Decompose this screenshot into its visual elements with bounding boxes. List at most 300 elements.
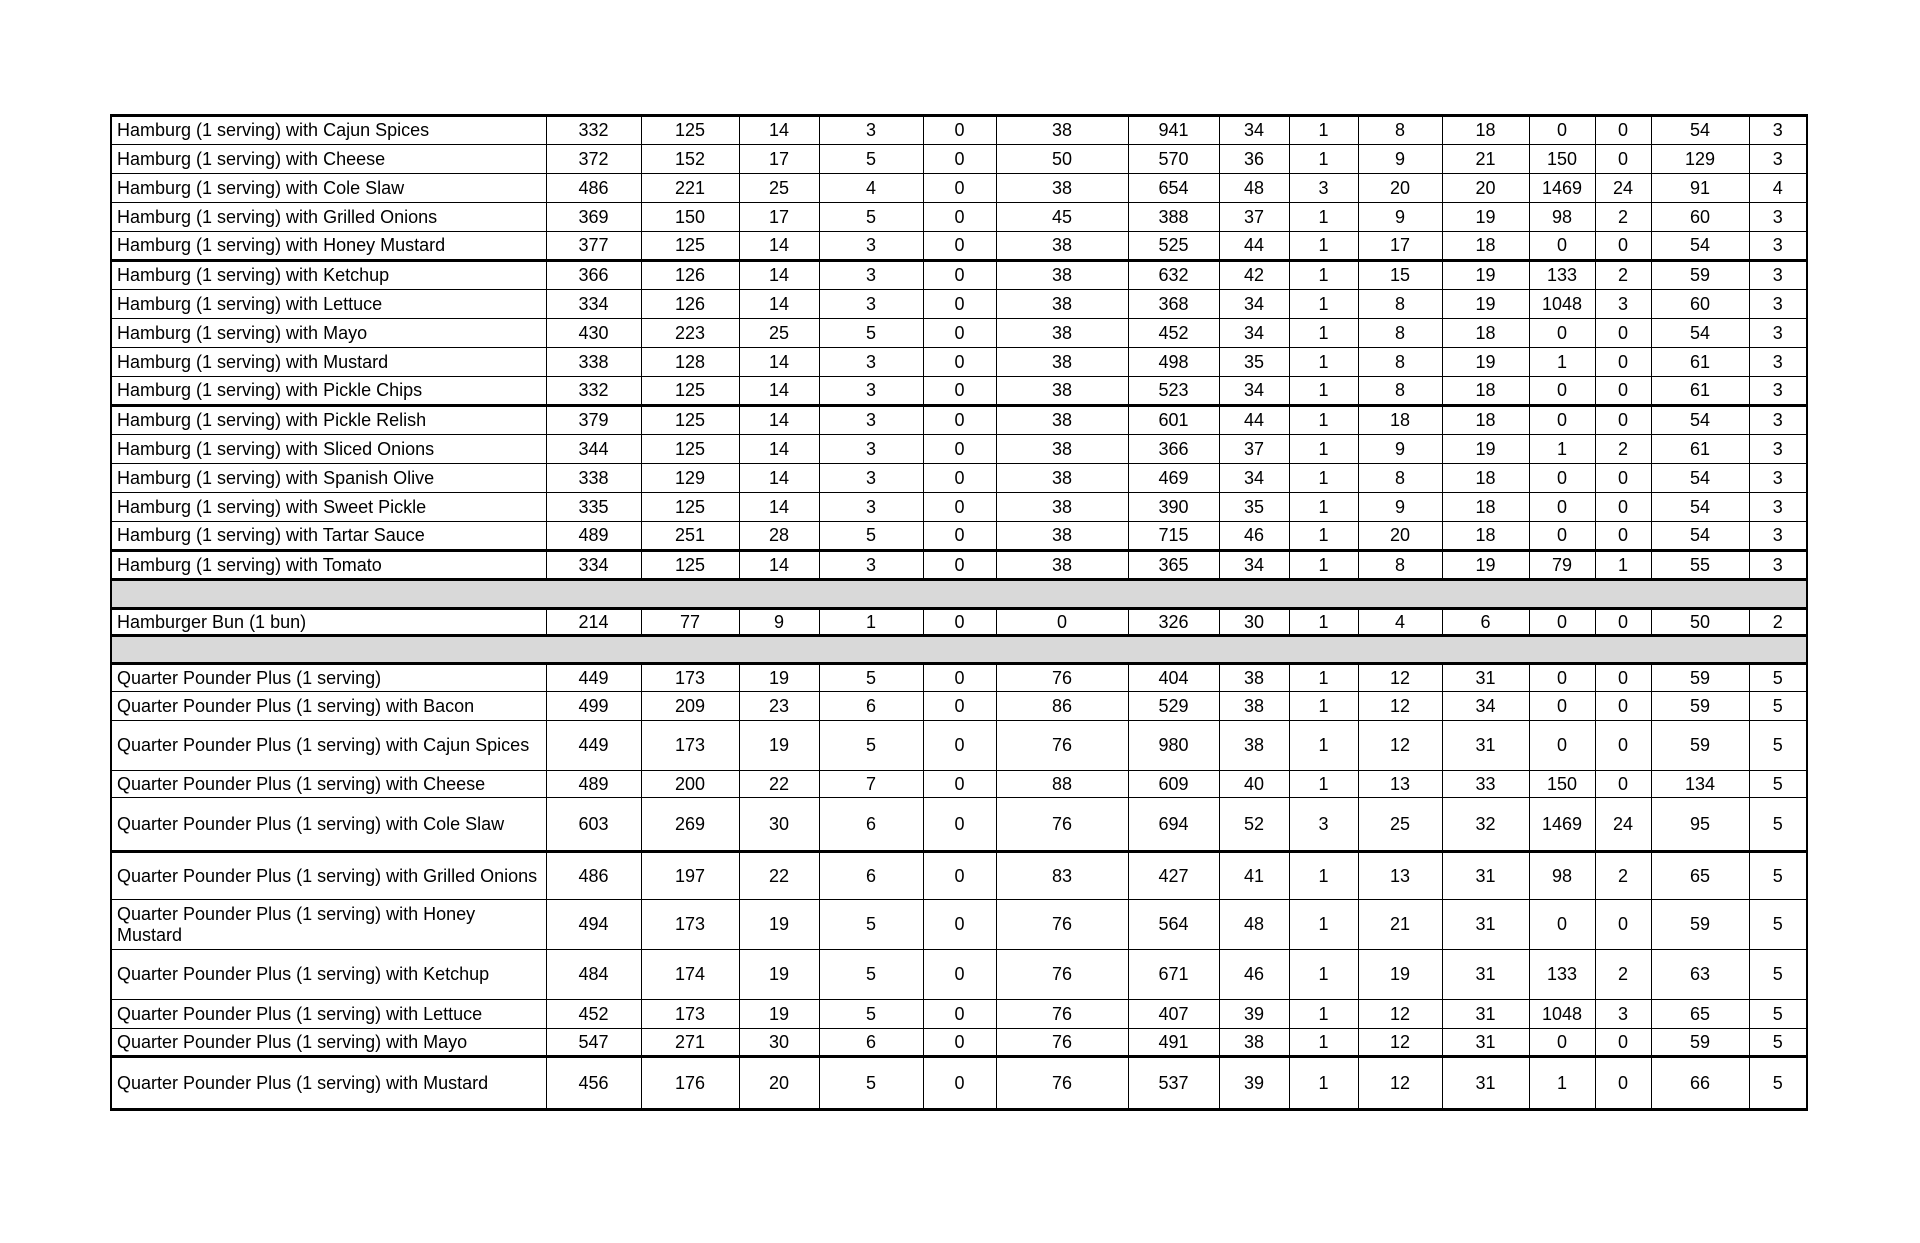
item-name-cell: Hamburger Bun (1 bun)	[111, 609, 546, 636]
item-name-cell: Hamburg (1 serving) with Grilled Onions	[111, 203, 546, 232]
value-cell: 20	[1358, 174, 1442, 203]
value-cell: 0	[1595, 692, 1651, 721]
value-cell: 3	[1749, 348, 1807, 377]
value-cell: 38	[996, 435, 1128, 464]
value-cell: 125	[641, 435, 739, 464]
value-cell: 0	[1595, 493, 1651, 522]
spacer-row	[111, 636, 1807, 664]
value-cell: 0	[923, 551, 996, 580]
value-cell: 36	[1219, 145, 1289, 174]
item-name-cell: Hamburg (1 serving) with Lettuce	[111, 290, 546, 319]
value-cell: 19	[1442, 203, 1529, 232]
value-cell: 19	[739, 950, 819, 1000]
value-cell: 18	[1442, 493, 1529, 522]
value-cell: 0	[1529, 692, 1595, 721]
value-cell: 2	[1749, 609, 1807, 636]
item-name-cell: Quarter Pounder Plus (1 serving) with Grilled Onions	[111, 852, 546, 900]
value-cell: 5	[1749, 664, 1807, 692]
value-cell: 609	[1128, 771, 1219, 798]
value-cell: 40	[1219, 771, 1289, 798]
value-cell: 38	[996, 319, 1128, 348]
value-cell: 335	[546, 493, 641, 522]
value-cell: 365	[1128, 551, 1219, 580]
value-cell: 5	[1749, 1057, 1807, 1110]
value-cell: 19	[1358, 950, 1442, 1000]
item-name-cell: Hamburg (1 serving) with Cajun Spices	[111, 116, 546, 145]
value-cell: 61	[1651, 377, 1749, 406]
value-cell: 59	[1651, 261, 1749, 290]
value-cell: 0	[923, 664, 996, 692]
value-cell: 12	[1358, 1057, 1442, 1110]
value-cell: 18	[1442, 232, 1529, 261]
value-cell: 1	[1529, 348, 1595, 377]
value-cell: 31	[1442, 721, 1529, 771]
value-cell: 0	[1529, 464, 1595, 493]
value-cell: 14	[739, 377, 819, 406]
value-cell: 430	[546, 319, 641, 348]
value-cell: 95	[1651, 798, 1749, 852]
value-cell: 54	[1651, 493, 1749, 522]
value-cell: 494	[546, 900, 641, 950]
value-cell: 6	[819, 1029, 923, 1057]
value-cell: 0	[923, 721, 996, 771]
table-row	[111, 174, 1807, 203]
table-row	[111, 900, 1807, 950]
value-cell: 5	[1749, 692, 1807, 721]
value-cell: 5	[1749, 1029, 1807, 1057]
value-cell: 3	[819, 348, 923, 377]
value-cell: 61	[1651, 435, 1749, 464]
value-cell: 4	[1749, 174, 1807, 203]
table-row	[111, 950, 1807, 1000]
value-cell: 1	[1289, 435, 1358, 464]
value-cell: 18	[1442, 377, 1529, 406]
value-cell: 1	[1289, 609, 1358, 636]
value-cell: 0	[1595, 464, 1651, 493]
value-cell: 452	[1128, 319, 1219, 348]
value-cell: 1	[1289, 1057, 1358, 1110]
item-name-cell: Quarter Pounder Plus (1 serving) with Lettuce	[111, 1000, 546, 1029]
value-cell: 1	[1529, 1057, 1595, 1110]
value-cell: 537	[1128, 1057, 1219, 1110]
value-cell: 407	[1128, 1000, 1219, 1029]
item-name-cell: Quarter Pounder Plus (1 serving) with Cole Slaw	[111, 798, 546, 852]
value-cell: 3	[819, 261, 923, 290]
value-cell: 37	[1219, 203, 1289, 232]
value-cell: 18	[1442, 116, 1529, 145]
value-cell: 18	[1442, 464, 1529, 493]
value-cell: 38	[1219, 1029, 1289, 1057]
value-cell: 3	[1749, 145, 1807, 174]
value-cell: 0	[1595, 721, 1651, 771]
value-cell: 38	[996, 116, 1128, 145]
value-cell: 0	[1529, 721, 1595, 771]
value-cell: 8	[1358, 116, 1442, 145]
value-cell: 3	[1749, 493, 1807, 522]
value-cell: 38	[996, 232, 1128, 261]
value-cell: 31	[1442, 1000, 1529, 1029]
value-cell: 368	[1128, 290, 1219, 319]
value-cell: 1469	[1529, 174, 1595, 203]
value-cell: 17	[1358, 232, 1442, 261]
value-cell: 200	[641, 771, 739, 798]
value-cell: 498	[1128, 348, 1219, 377]
value-cell: 0	[1529, 232, 1595, 261]
value-cell: 34	[1219, 377, 1289, 406]
value-cell: 125	[641, 377, 739, 406]
table-row	[111, 609, 1807, 636]
value-cell: 0	[1529, 664, 1595, 692]
value-cell: 547	[546, 1029, 641, 1057]
value-cell: 491	[1128, 1029, 1219, 1057]
value-cell: 54	[1651, 406, 1749, 435]
value-cell: 0	[923, 1057, 996, 1110]
value-cell: 22	[739, 771, 819, 798]
value-cell: 6	[819, 798, 923, 852]
spacer-cell	[111, 580, 1807, 609]
value-cell: 0	[1529, 900, 1595, 950]
value-cell: 76	[996, 1029, 1128, 1057]
value-cell: 76	[996, 721, 1128, 771]
value-cell: 1	[1289, 771, 1358, 798]
value-cell: 2	[1595, 852, 1651, 900]
value-cell: 0	[923, 798, 996, 852]
value-cell: 5	[819, 522, 923, 551]
value-cell: 38	[996, 348, 1128, 377]
value-cell: 18	[1442, 319, 1529, 348]
value-cell: 1	[1289, 319, 1358, 348]
value-cell: 18	[1358, 406, 1442, 435]
value-cell: 5	[819, 203, 923, 232]
value-cell: 38	[996, 290, 1128, 319]
value-cell: 3	[1595, 1000, 1651, 1029]
value-cell: 54	[1651, 464, 1749, 493]
value-cell: 23	[739, 692, 819, 721]
item-name-cell: Hamburg (1 serving) with Cole Slaw	[111, 174, 546, 203]
value-cell: 3	[819, 551, 923, 580]
value-cell: 19	[1442, 290, 1529, 319]
item-name-cell: Quarter Pounder Plus (1 serving) with Bacon	[111, 692, 546, 721]
value-cell: 1	[1595, 551, 1651, 580]
value-cell: 174	[641, 950, 739, 1000]
value-cell: 6	[819, 852, 923, 900]
value-cell: 334	[546, 290, 641, 319]
value-cell: 14	[739, 232, 819, 261]
value-cell: 19	[1442, 348, 1529, 377]
value-cell: 3	[1749, 377, 1807, 406]
value-cell: 0	[1595, 319, 1651, 348]
value-cell: 1	[1289, 900, 1358, 950]
table-row	[111, 261, 1807, 290]
item-name-cell: Hamburg (1 serving) with Pickle Chips	[111, 377, 546, 406]
value-cell: 38	[996, 174, 1128, 203]
value-cell: 31	[1442, 950, 1529, 1000]
value-cell: 38	[996, 493, 1128, 522]
value-cell: 5	[819, 900, 923, 950]
item-name-cell: Hamburg (1 serving) with Tartar Sauce	[111, 522, 546, 551]
value-cell: 1	[1289, 692, 1358, 721]
value-cell: 3	[1749, 290, 1807, 319]
value-cell: 601	[1128, 406, 1219, 435]
value-cell: 3	[1749, 319, 1807, 348]
value-cell: 3	[819, 232, 923, 261]
value-cell: 25	[739, 319, 819, 348]
value-cell: 30	[739, 1029, 819, 1057]
value-cell: 45	[996, 203, 1128, 232]
value-cell: 469	[1128, 464, 1219, 493]
value-cell: 19	[739, 900, 819, 950]
value-cell: 31	[1442, 664, 1529, 692]
item-name-cell: Quarter Pounder Plus (1 serving) with Mayo	[111, 1029, 546, 1057]
value-cell: 20	[739, 1057, 819, 1110]
value-cell: 0	[1595, 377, 1651, 406]
item-name-cell: Quarter Pounder Plus (1 serving)	[111, 664, 546, 692]
value-cell: 603	[546, 798, 641, 852]
item-name-cell: Hamburg (1 serving) with Mayo	[111, 319, 546, 348]
value-cell: 3	[1289, 798, 1358, 852]
value-cell: 54	[1651, 319, 1749, 348]
value-cell: 98	[1529, 203, 1595, 232]
value-cell: 1	[1289, 950, 1358, 1000]
value-cell: 19	[1442, 551, 1529, 580]
table-row	[111, 522, 1807, 551]
value-cell: 21	[1358, 900, 1442, 950]
value-cell: 366	[1128, 435, 1219, 464]
value-cell: 3	[819, 435, 923, 464]
value-cell: 489	[546, 771, 641, 798]
value-cell: 5	[819, 950, 923, 1000]
value-cell: 35	[1219, 493, 1289, 522]
value-cell: 18	[1442, 406, 1529, 435]
value-cell: 369	[546, 203, 641, 232]
value-cell: 60	[1651, 203, 1749, 232]
value-cell: 1	[1289, 116, 1358, 145]
value-cell: 499	[546, 692, 641, 721]
value-cell: 129	[1651, 145, 1749, 174]
value-cell: 332	[546, 377, 641, 406]
value-cell: 523	[1128, 377, 1219, 406]
value-cell: 1	[1289, 261, 1358, 290]
value-cell: 38	[1219, 721, 1289, 771]
value-cell: 14	[739, 406, 819, 435]
value-cell: 18	[1442, 522, 1529, 551]
value-cell: 17	[739, 145, 819, 174]
value-cell: 125	[641, 406, 739, 435]
value-cell: 3	[819, 377, 923, 406]
item-name-cell: Hamburg (1 serving) with Pickle Relish	[111, 406, 546, 435]
value-cell: 19	[739, 664, 819, 692]
table-row	[111, 377, 1807, 406]
value-cell: 60	[1651, 290, 1749, 319]
value-cell: 5	[1749, 798, 1807, 852]
value-cell: 76	[996, 1000, 1128, 1029]
value-cell: 0	[923, 174, 996, 203]
table-row	[111, 1029, 1807, 1057]
value-cell: 715	[1128, 522, 1219, 551]
value-cell: 197	[641, 852, 739, 900]
value-cell: 338	[546, 464, 641, 493]
value-cell: 486	[546, 174, 641, 203]
value-cell: 38	[1219, 664, 1289, 692]
value-cell: 0	[1595, 664, 1651, 692]
table-row	[111, 406, 1807, 435]
value-cell: 271	[641, 1029, 739, 1057]
value-cell: 1	[1289, 232, 1358, 261]
value-cell: 7	[819, 771, 923, 798]
item-name-cell: Hamburg (1 serving) with Spanish Olive	[111, 464, 546, 493]
value-cell: 0	[1595, 145, 1651, 174]
value-cell: 2	[1595, 203, 1651, 232]
value-cell: 39	[1219, 1000, 1289, 1029]
table-row	[111, 290, 1807, 319]
value-cell: 76	[996, 950, 1128, 1000]
value-cell: 25	[739, 174, 819, 203]
value-cell: 79	[1529, 551, 1595, 580]
value-cell: 125	[641, 232, 739, 261]
value-cell: 54	[1651, 116, 1749, 145]
value-cell: 176	[641, 1057, 739, 1110]
value-cell: 0	[1595, 522, 1651, 551]
value-cell: 3	[819, 493, 923, 522]
value-cell: 3	[819, 116, 923, 145]
value-cell: 1	[1289, 1029, 1358, 1057]
value-cell: 8	[1358, 464, 1442, 493]
value-cell: 1	[1289, 406, 1358, 435]
value-cell: 3	[1749, 522, 1807, 551]
value-cell: 14	[739, 116, 819, 145]
value-cell: 5	[1749, 721, 1807, 771]
value-cell: 0	[1595, 116, 1651, 145]
item-name-cell: Quarter Pounder Plus (1 serving) with Cajun Spices	[111, 721, 546, 771]
value-cell: 1048	[1529, 290, 1595, 319]
value-cell: 0	[1595, 609, 1651, 636]
value-cell: 209	[641, 692, 739, 721]
table-row	[111, 692, 1807, 721]
value-cell: 8	[1358, 551, 1442, 580]
item-name-cell: Hamburg (1 serving) with Ketchup	[111, 261, 546, 290]
item-name-cell: Quarter Pounder Plus (1 serving) with Honey Mustard	[111, 900, 546, 950]
value-cell: 125	[641, 116, 739, 145]
value-cell: 126	[641, 261, 739, 290]
spacer-cell	[111, 636, 1807, 664]
value-cell: 0	[923, 435, 996, 464]
value-cell: 129	[641, 464, 739, 493]
value-cell: 0	[1529, 377, 1595, 406]
value-cell: 1	[1289, 522, 1358, 551]
value-cell: 54	[1651, 232, 1749, 261]
value-cell: 173	[641, 664, 739, 692]
value-cell: 14	[739, 261, 819, 290]
value-cell: 9	[1358, 145, 1442, 174]
value-cell: 150	[641, 203, 739, 232]
value-cell: 0	[1595, 900, 1651, 950]
value-cell: 14	[739, 551, 819, 580]
value-cell: 32	[1442, 798, 1529, 852]
value-cell: 379	[546, 406, 641, 435]
value-cell: 38	[1219, 692, 1289, 721]
value-cell: 0	[923, 771, 996, 798]
value-cell: 33	[1442, 771, 1529, 798]
value-cell: 5	[1749, 950, 1807, 1000]
value-cell: 529	[1128, 692, 1219, 721]
value-cell: 50	[996, 145, 1128, 174]
value-cell: 12	[1358, 1000, 1442, 1029]
value-cell: 15	[1358, 261, 1442, 290]
item-name-cell: Hamburg (1 serving) with Sweet Pickle	[111, 493, 546, 522]
value-cell: 150	[1529, 145, 1595, 174]
table-row	[111, 435, 1807, 464]
value-cell: 427	[1128, 852, 1219, 900]
value-cell: 1	[819, 609, 923, 636]
value-cell: 88	[996, 771, 1128, 798]
value-cell: 486	[546, 852, 641, 900]
value-cell: 173	[641, 1000, 739, 1029]
value-cell: 694	[1128, 798, 1219, 852]
value-cell: 0	[923, 377, 996, 406]
nutrition-table	[110, 114, 1808, 1111]
value-cell: 13	[1358, 771, 1442, 798]
table-row	[111, 551, 1807, 580]
value-cell: 449	[546, 664, 641, 692]
table-row	[111, 203, 1807, 232]
value-cell: 1	[1289, 290, 1358, 319]
table-row	[111, 664, 1807, 692]
value-cell: 31	[1442, 1057, 1529, 1110]
value-cell: 42	[1219, 261, 1289, 290]
value-cell: 214	[546, 609, 641, 636]
value-cell: 1	[1289, 721, 1358, 771]
value-cell: 63	[1651, 950, 1749, 1000]
value-cell: 8	[1358, 348, 1442, 377]
value-cell: 39	[1219, 1057, 1289, 1110]
value-cell: 14	[739, 348, 819, 377]
value-cell: 0	[1595, 1029, 1651, 1057]
value-cell: 38	[996, 406, 1128, 435]
value-cell: 0	[923, 493, 996, 522]
value-cell: 13	[1358, 852, 1442, 900]
value-cell: 14	[739, 493, 819, 522]
value-cell: 344	[546, 435, 641, 464]
value-cell: 0	[923, 116, 996, 145]
value-cell: 5	[819, 721, 923, 771]
nutrition-table-body	[111, 116, 1807, 1110]
value-cell: 37	[1219, 435, 1289, 464]
value-cell: 22	[739, 852, 819, 900]
value-cell: 46	[1219, 950, 1289, 1000]
value-cell: 0	[923, 203, 996, 232]
value-cell: 38	[996, 377, 1128, 406]
value-cell: 0	[923, 1029, 996, 1057]
value-cell: 456	[546, 1057, 641, 1110]
value-cell: 34	[1219, 464, 1289, 493]
table-row	[111, 232, 1807, 261]
table-row	[111, 493, 1807, 522]
value-cell: 0	[1595, 1057, 1651, 1110]
value-cell: 3	[1749, 116, 1807, 145]
value-cell: 654	[1128, 174, 1219, 203]
value-cell: 38	[996, 261, 1128, 290]
value-cell: 0	[923, 348, 996, 377]
value-cell: 30	[739, 798, 819, 852]
value-cell: 152	[641, 145, 739, 174]
value-cell: 173	[641, 900, 739, 950]
spacer-row	[111, 580, 1807, 609]
value-cell: 338	[546, 348, 641, 377]
value-cell: 3	[1749, 203, 1807, 232]
value-cell: 65	[1651, 1000, 1749, 1029]
value-cell: 12	[1358, 664, 1442, 692]
value-cell: 1	[1289, 145, 1358, 174]
